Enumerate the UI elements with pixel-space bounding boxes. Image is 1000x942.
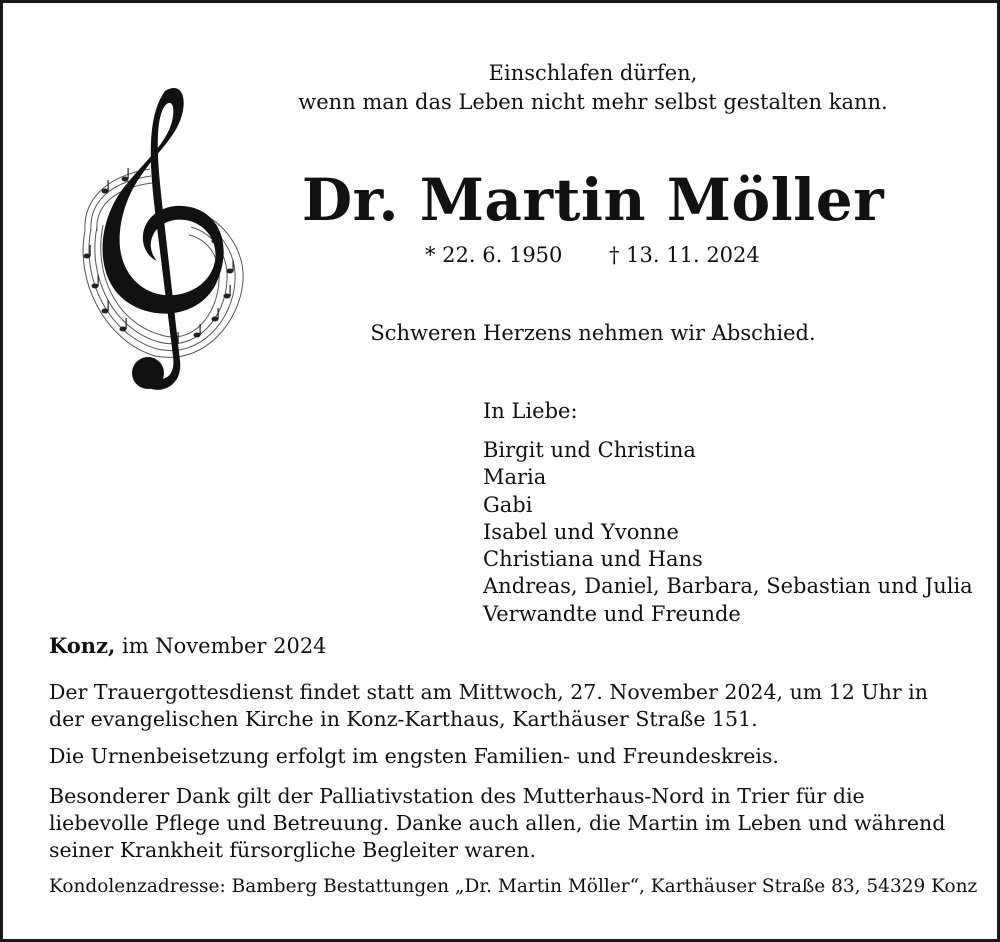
mourner-line: Verwandte und Freunde bbox=[483, 601, 741, 626]
motto-quote bbox=[293, 59, 893, 117]
place-town: Konz, bbox=[49, 633, 116, 658]
mourners-list bbox=[483, 437, 973, 628]
thanks-text: Besonderer Dank gilt der Palliativstation des Mutterhaus-Nord in Trier für die liebevolle Pflege und Betreuung. Danke auch allen, die Martin im Leben und während seiner Krankheit fürsorgliche Begleiter waren. bbox=[49, 784, 946, 862]
urn-burial-info: Die Urnenbeisetzung erfolgt im engsten Familien- und Freundeskreis. bbox=[49, 744, 779, 768]
motto-line-2: wenn man das Leben nicht mehr selbst gestalten kann. bbox=[298, 90, 888, 114]
mourner-line: Birgit und Christina bbox=[483, 438, 696, 462]
mourner-line: Gabi bbox=[483, 492, 533, 517]
mourner-line: Maria bbox=[483, 465, 547, 490]
treble-clef-icon bbox=[65, 81, 255, 401]
deceased-name: Dr. Martin Möller bbox=[301, 166, 885, 234]
service-info: Der Trauergottesdienst findet statt am Mittwoch, 27. November 2024, um 12 Uhr in der evangelischen Kirche in Konz-Karthaus, Karthäuser Straße 151. bbox=[49, 680, 928, 731]
motto-line-1: Einschlafen dürfen, bbox=[488, 61, 698, 85]
death-date: † 13. 11. 2024 bbox=[609, 243, 760, 267]
place-date bbox=[49, 633, 327, 658]
mourner-line: Isabel und Yvonne bbox=[483, 519, 679, 544]
condolence-address: Kondolenzadresse: Bamberg Bestattungen „Dr. Martin Möller“, Karthäuser Straße 83, 54329 Konz bbox=[49, 876, 978, 897]
birth-date: * 22. 6. 1950 bbox=[425, 243, 563, 267]
farewell-text: Schweren Herzens nehmen wir Abschied. bbox=[370, 321, 816, 345]
place-month: im November 2024 bbox=[115, 634, 327, 658]
love-heading: In Liebe: bbox=[483, 399, 578, 423]
mourner-line: Andreas, Daniel, Barbara, Sebastian und Julia bbox=[483, 574, 973, 599]
mourner-line: Christiana und Hans bbox=[483, 547, 703, 572]
